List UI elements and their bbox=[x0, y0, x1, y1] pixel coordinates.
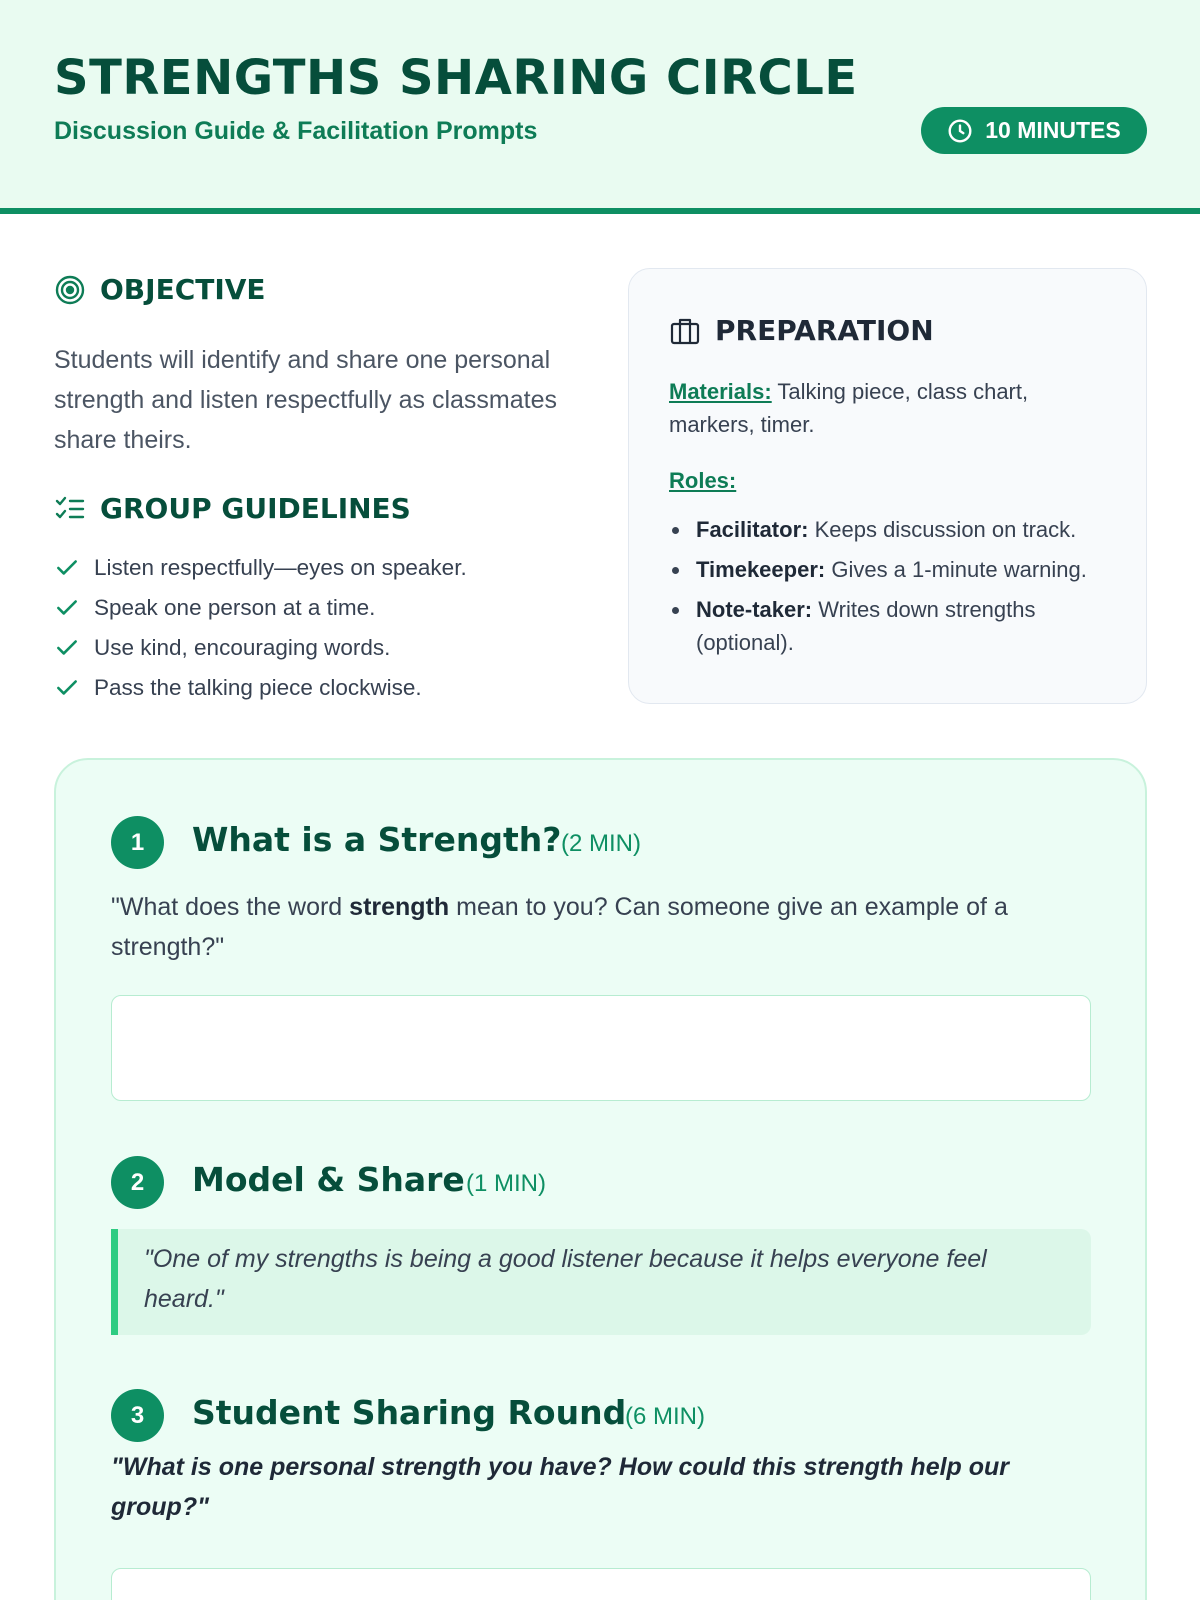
step-number: 3 bbox=[111, 1389, 164, 1442]
duration-label: 10 MINUTES bbox=[985, 117, 1121, 143]
roles-label: Roles: bbox=[669, 468, 737, 493]
step-prompt: "What is one personal strength you have? How could this strength help our group?" bbox=[111, 1453, 1010, 1521]
step-title: Model & Share bbox=[192, 1160, 465, 1199]
guideline-text: Use kind, encouraging words. bbox=[94, 635, 391, 660]
materials-label: Materials: bbox=[669, 379, 772, 404]
list-item bbox=[54, 628, 467, 668]
list-item bbox=[669, 513, 1109, 546]
page-title: STRENGTHS SHARING CIRCLE bbox=[54, 50, 858, 106]
guideline-text: Speak one person at a time. bbox=[94, 595, 376, 620]
guideline-text: Listen respectfully—eyes on speaker. bbox=[94, 555, 467, 580]
role-desc: Keeps discussion on track. bbox=[808, 517, 1077, 542]
materials-line bbox=[669, 375, 1109, 441]
guidelines-heading-label: GROUP GUIDELINES bbox=[100, 492, 411, 525]
preparation-heading bbox=[669, 314, 934, 347]
list-item bbox=[54, 668, 467, 708]
check-icon bbox=[54, 595, 80, 621]
roles-line bbox=[669, 464, 736, 497]
step-title: What is a Strength? bbox=[192, 820, 562, 859]
step-time: (6 MIN) bbox=[625, 1403, 705, 1430]
step-prompt bbox=[111, 887, 1071, 967]
step-title: Student Sharing Round bbox=[192, 1393, 627, 1432]
objective-heading-label: OBJECTIVE bbox=[100, 273, 266, 306]
guidelines-heading bbox=[54, 492, 411, 525]
role-name: Note-taker: bbox=[696, 597, 813, 622]
materials-text: Talking piece, class chart, markers, timer. bbox=[669, 379, 1029, 437]
role-name: Facilitator: bbox=[696, 517, 809, 542]
prompt-text: mean to you? Can someone give an example of a strength?" bbox=[111, 893, 1008, 961]
duration-badge bbox=[921, 107, 1147, 154]
role-desc: Gives a 1-minute warning. bbox=[825, 557, 1087, 582]
clock-icon bbox=[947, 118, 973, 144]
list-item bbox=[669, 593, 1109, 659]
prompt-emphasis: strength bbox=[349, 893, 450, 921]
objective-heading bbox=[54, 273, 266, 306]
roles-list bbox=[669, 513, 1109, 666]
list-item bbox=[54, 588, 467, 628]
list-item bbox=[669, 553, 1109, 586]
guideline-text: Pass the talking piece clockwise. bbox=[94, 675, 422, 700]
step-time: (1 MIN) bbox=[466, 1170, 546, 1197]
check-icon bbox=[54, 555, 80, 581]
model-quote: "One of my strengths is being a good listener because it helps everyone feel heard." bbox=[111, 1229, 1091, 1335]
guidelines-list bbox=[54, 548, 467, 708]
list-item bbox=[54, 548, 467, 588]
step-number: 2 bbox=[111, 1156, 164, 1209]
check-icon bbox=[54, 675, 80, 701]
steps-card bbox=[54, 758, 1147, 1600]
briefcase-icon bbox=[669, 315, 701, 347]
step-number: 1 bbox=[111, 816, 164, 869]
answer-box[interactable] bbox=[111, 995, 1091, 1101]
objective-text: Students will identify and share one personal strength and listen respectfully as classmates share theirs. bbox=[54, 346, 558, 454]
page-subtitle: Discussion Guide & Facilitation Prompts bbox=[54, 117, 538, 145]
checklist-icon bbox=[54, 493, 86, 525]
target-icon bbox=[54, 274, 86, 306]
prompt-text: "What does the word bbox=[111, 893, 350, 921]
preparation-card bbox=[628, 268, 1147, 704]
page-header bbox=[0, 0, 1200, 214]
role-name: Timekeeper: bbox=[696, 557, 826, 582]
answer-box[interactable] bbox=[111, 1568, 1091, 1600]
check-icon bbox=[54, 635, 80, 661]
step-time: (2 MIN) bbox=[561, 830, 641, 857]
role-desc: Writes down strengths (optional). bbox=[696, 597, 1036, 655]
preparation-heading-label: PREPARATION bbox=[715, 314, 934, 347]
